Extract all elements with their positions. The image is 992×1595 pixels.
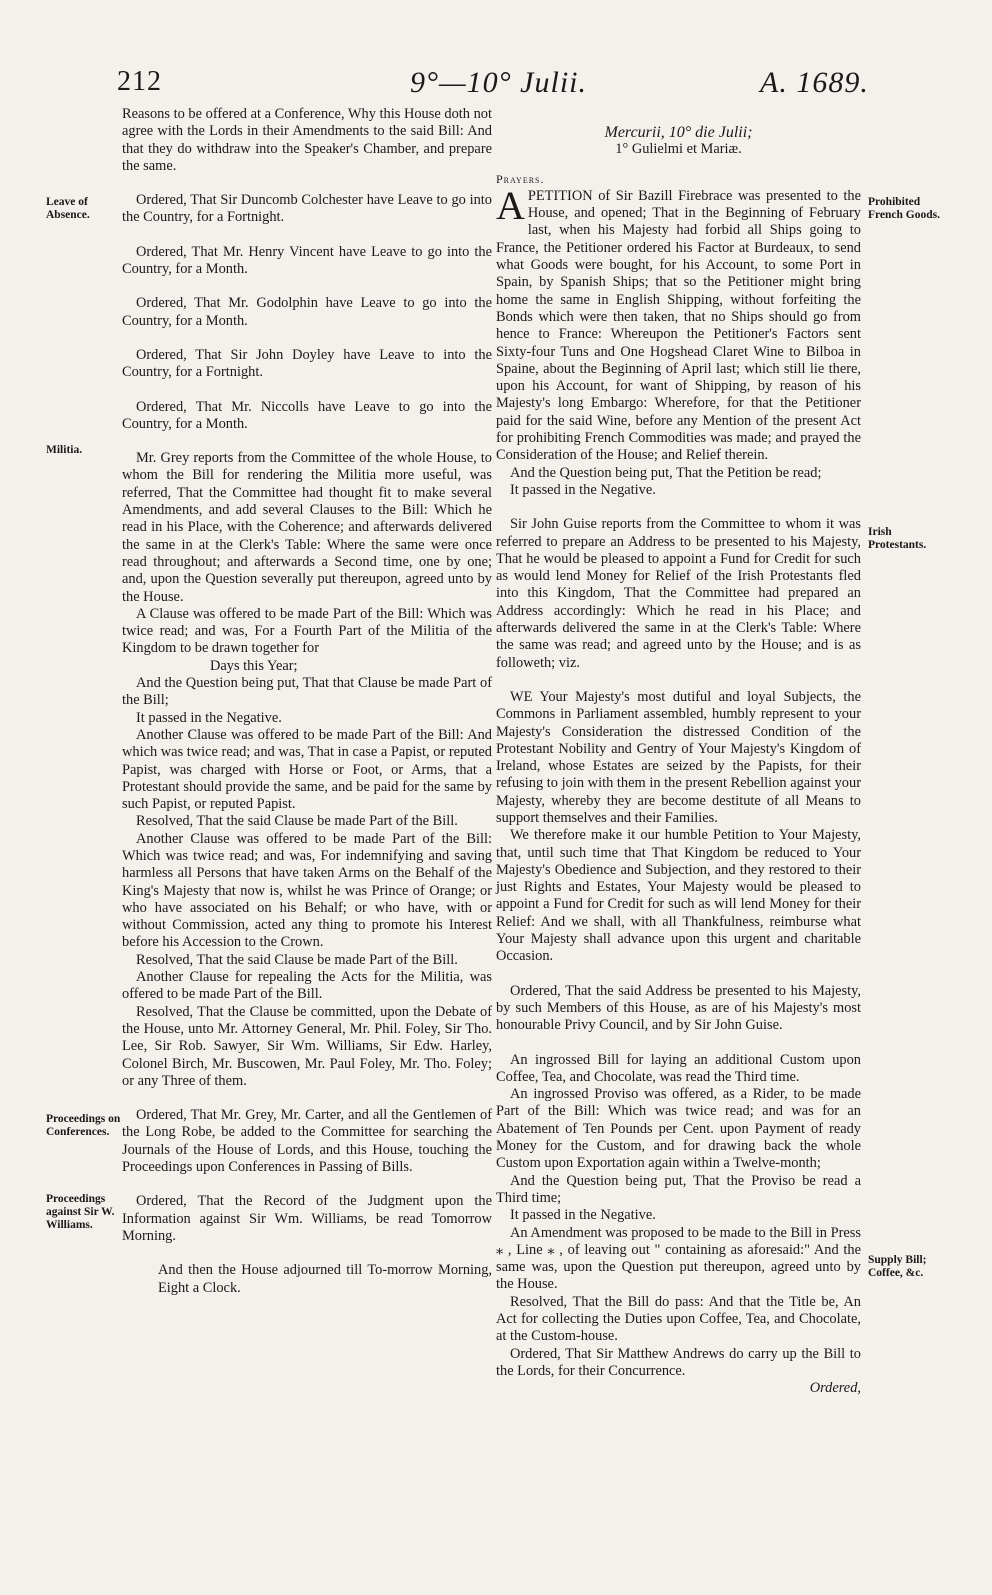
margin-note-irish: Irish Protestants.: [868, 526, 927, 551]
session-dateline: Mercurii, 10° die Julii;: [604, 124, 753, 141]
paragraph: It passed in the Negative.: [510, 481, 656, 498]
paragraph: Ordered, That Mr. Niccolls have Leave to go into the Country, for a Month.: [122, 398, 492, 432]
paragraph: We therefore make it our humble Petition to Your Majesty, that, until such time that That Kingdom be reduced to Your Majesty's Obedience and Subjection, and they restored to their just Rights and Estates, Your Majesty would be pleased to appoint a Fund for Credit for such as will lend Money for their Relief: And we shall, with all Thankfulness, reimburse what Your Majesty shall advance upon this urgent and charitable Occasion.: [496, 827, 861, 965]
regnal-year: 1° Gulielmi et Mariæ.: [615, 141, 742, 158]
running-head-date: 9°—10° Julii.: [410, 66, 587, 99]
paragraph: Ordered, That Mr. Grey, Mr. Carter, and all the Gentlemen of the Long Robe, be added to the Committee for searching the Journals of the House of Lords, and this House, touching the Proceedings upon Conferences in Passing of Bills.: [122, 1107, 492, 1176]
margin-note-french: Prohibited French Goods.: [868, 196, 940, 221]
paragraph: An Amendment was proposed to be made to the Bill in Press ⁎ , Line ⁎ , of leaving out " containing as aforesaid:" And the same was, upon the Question put thereupon, agreed unto by the House.: [496, 1224, 861, 1293]
paragraph: Another Clause was offered to be made Part of the Bill: And which was twice read; and was, That in case a Papist, or reputed Papist, was charged with Horse or Foot, or Arms, that a Protestant should provide the same, and be paid for the same by such Papist, or reputed Papist.: [122, 726, 492, 813]
paragraph: PETITION of Sir Bazill Firebrace was presented to the House, and opened; That in the Beginning of February last, when his Majesty had forbid all Ships going to France, the Petitioner ordered his Factor at Burdeaux, to send what Goods were bought, for his Account, to some Port in Spain, by Spanish Ships; that so the Petitioner might bring home the same in English Shipping, without forfeiting the Bonds which were then taken, that no Ships should go from hence to France: Whereupon the Petitioner's Factors sent Sixty-four Tuns and One Hogshead Claret Wine to Bilboa in Spaine, about the Beginning of April last; which still lie there, upon his Account, for want of Shipping, by reason of his Majesty's long Embargo: Wherefore, for that the Petitioner paid for the said Wine, before any Mention of the present Act for prohibiting French Commodities was made; and prayed the Consideration of the House; and Relief therein.: [496, 187, 861, 464]
margin-note-williams: Proceedings against Sir W. Williams.: [46, 1193, 115, 1231]
page-number: 212: [117, 66, 162, 97]
paragraph: Ordered, That Mr. Henry Vincent have Leave to go into the Country, for a Month.: [122, 243, 492, 278]
paragraph: It passed in the Negative.: [136, 709, 282, 726]
paragraph: Days this Year;: [210, 657, 298, 674]
paragraph: An ingrossed Proviso was offered, as a Rider, to be made Part of the Bill: Which was twice read; and was for an Abatement of Ten Pounds per Cent. upon Payment of ready Money for the Custom, and for drawing back the whole Custom upon Exportation again within a Twelve-month;: [496, 1086, 861, 1172]
paragraph: Another Clause was offered to be made Part of the Bill: Which was twice read; and was, For indemnifying and saving harmless all Persons that have taken Arms on the Behalf of the King's Majesty that now is, whilst he was Prince of Orange; or who have associated on his Behalf; or who have, with or without Commission, acted any thing to promote his Interest before his Accession to the Crown.: [122, 830, 492, 951]
paragraph: Ordered, That Sir Matthew Andrews do carry up the Bill to the Lords, for their Concurrence.: [496, 1345, 861, 1379]
paragraph: A Clause was offered to be made Part of the Bill: Which was twice read; and was, For a Fourth Part of the Militia of the Kingdom to be drawn together for: [122, 605, 492, 657]
paragraph: Mr. Grey reports from the Committee of the whole House, to whom the Bill for rendering the Militia more useful, was referred, That the Committee had thought fit to make several Amendments, and add several Clauses to the Bill: Which he read in his Place, with the Coherence; and afterwards delivered the same in at the Clerk's Table: Where the same were once read throughout; and afterwards a Second time, one by one; and, upon the Question severally put thereupon, agreed unto by the House.: [122, 450, 492, 605]
paragraph: Ordered, That the said Address be presented to his Majesty, by such Members of this House, as are of his Majesty's most honourable Privy Council, and by Sir John Guise.: [496, 982, 861, 1034]
paragraph: And the Question being put, That the Proviso be read a Third time;: [496, 1172, 861, 1206]
margin-note-supply: Supply Bill; Coffee, &c.: [868, 1254, 927, 1279]
margin-note-leave: Leave of Absence.: [46, 196, 90, 221]
paragraph: Another Clause for repealing the Acts for the Militia, was offered to be made Part of the Bill.: [122, 969, 492, 1003]
paragraph: Resolved, That the said Clause be made Part of the Bill.: [136, 813, 458, 830]
left-column: [122, 106, 492, 1297]
paragraph: It passed in the Negative.: [510, 1207, 656, 1224]
paragraph: Sir John Guise reports from the Committee to whom it was referred to prepare an Address to be presented to his Majesty, That he would be pleased to appoint a Fund for Credit for such as would lend Money for Relief of the Irish Protestants fled into this Kingdom, That the Committee had prepared an Address accordingly: Which he read in his Place; and afterwards delivered the same in at the Clerk's Table: Where the same was read; and agreed unto by the House; and is as followeth; viz.: [496, 516, 861, 671]
paragraph: Resolved, That the Bill do pass: And that the Title be, An Act for collecting the Duties upon Coffee, Tea, and Chocolate, at the Custom-house.: [496, 1293, 861, 1345]
paragraph: And the Question being put, That that Clause be made Part of the Bill;: [122, 675, 492, 709]
paragraph: WE Your Majesty's most dutiful and loyal Subjects, the Commons in Parliament assembled, humbly represent to your Majesty's Consideration the distressed Condition of the Protestant Nobility and Gentry of Your Majesty's Kingdom of Ireland, whose Estates are seized by the Papists, for their refusing to join with them in the present Rebellion against your Majesty, whereby they are become destitute of all Means to support themselves and their Families.: [496, 688, 861, 826]
paragraph: Reasons to be offered at a Conference, Why this House doth not agree with the Lords in their Amendments to the said Bill: And that they do withdraw into the Speaker's Chamber, and prepare the same.: [122, 106, 492, 174]
paragraph: Resolved, That the said Clause be made Part of the Bill.: [136, 951, 458, 968]
prayers-heading: Prayers.: [496, 171, 545, 186]
paragraph: Ordered, That Sir Duncomb Colchester have Leave to go into the Country, for a Fortnight.: [122, 192, 492, 226]
paragraph: Ordered, That the Record of the Judgment upon the Information against Sir Wm. Williams, be read Tomorrow Morning.: [122, 1193, 492, 1244]
paragraph: An ingrossed Bill for laying an additional Custom upon Coffee, Tea, and Chocolate, was read the Third time.: [496, 1051, 861, 1085]
running-head-year: A. 1689.: [760, 66, 869, 99]
drop-cap: A: [496, 182, 525, 228]
margin-note-militia: Militia.: [46, 444, 83, 456]
paragraph: Resolved, That the Clause be committed, upon the Debate of the House, unto Mr. Attorney General, Mr. Phil. Foley, Sir Tho. Lee, Sir Rob. Sawyer, Sir Wm. Williams, Sir Edw. Harley, Colonel Birch, Mr. Buscowen, Mr. Paul Foley, Mr. Tho. Foley; or any Three of them.: [122, 1003, 492, 1089]
catchword: Ordered,: [809, 1380, 861, 1397]
paragraph: Ordered, That Sir John Doyley have Leave to into the Country, for a Fortnight.: [122, 346, 492, 381]
margin-note-conferences: Proceedings on Conferences.: [46, 1113, 121, 1138]
paragraph: And the Question being put, That the Petition be read;: [510, 464, 822, 481]
right-column: [496, 124, 861, 1397]
paragraph: And then the House adjourned till To-morrow Morning, Eight a Clock.: [158, 1262, 492, 1296]
paragraph: Ordered, That Mr. Godolphin have Leave to go into the Country, for a Month.: [122, 295, 492, 329]
